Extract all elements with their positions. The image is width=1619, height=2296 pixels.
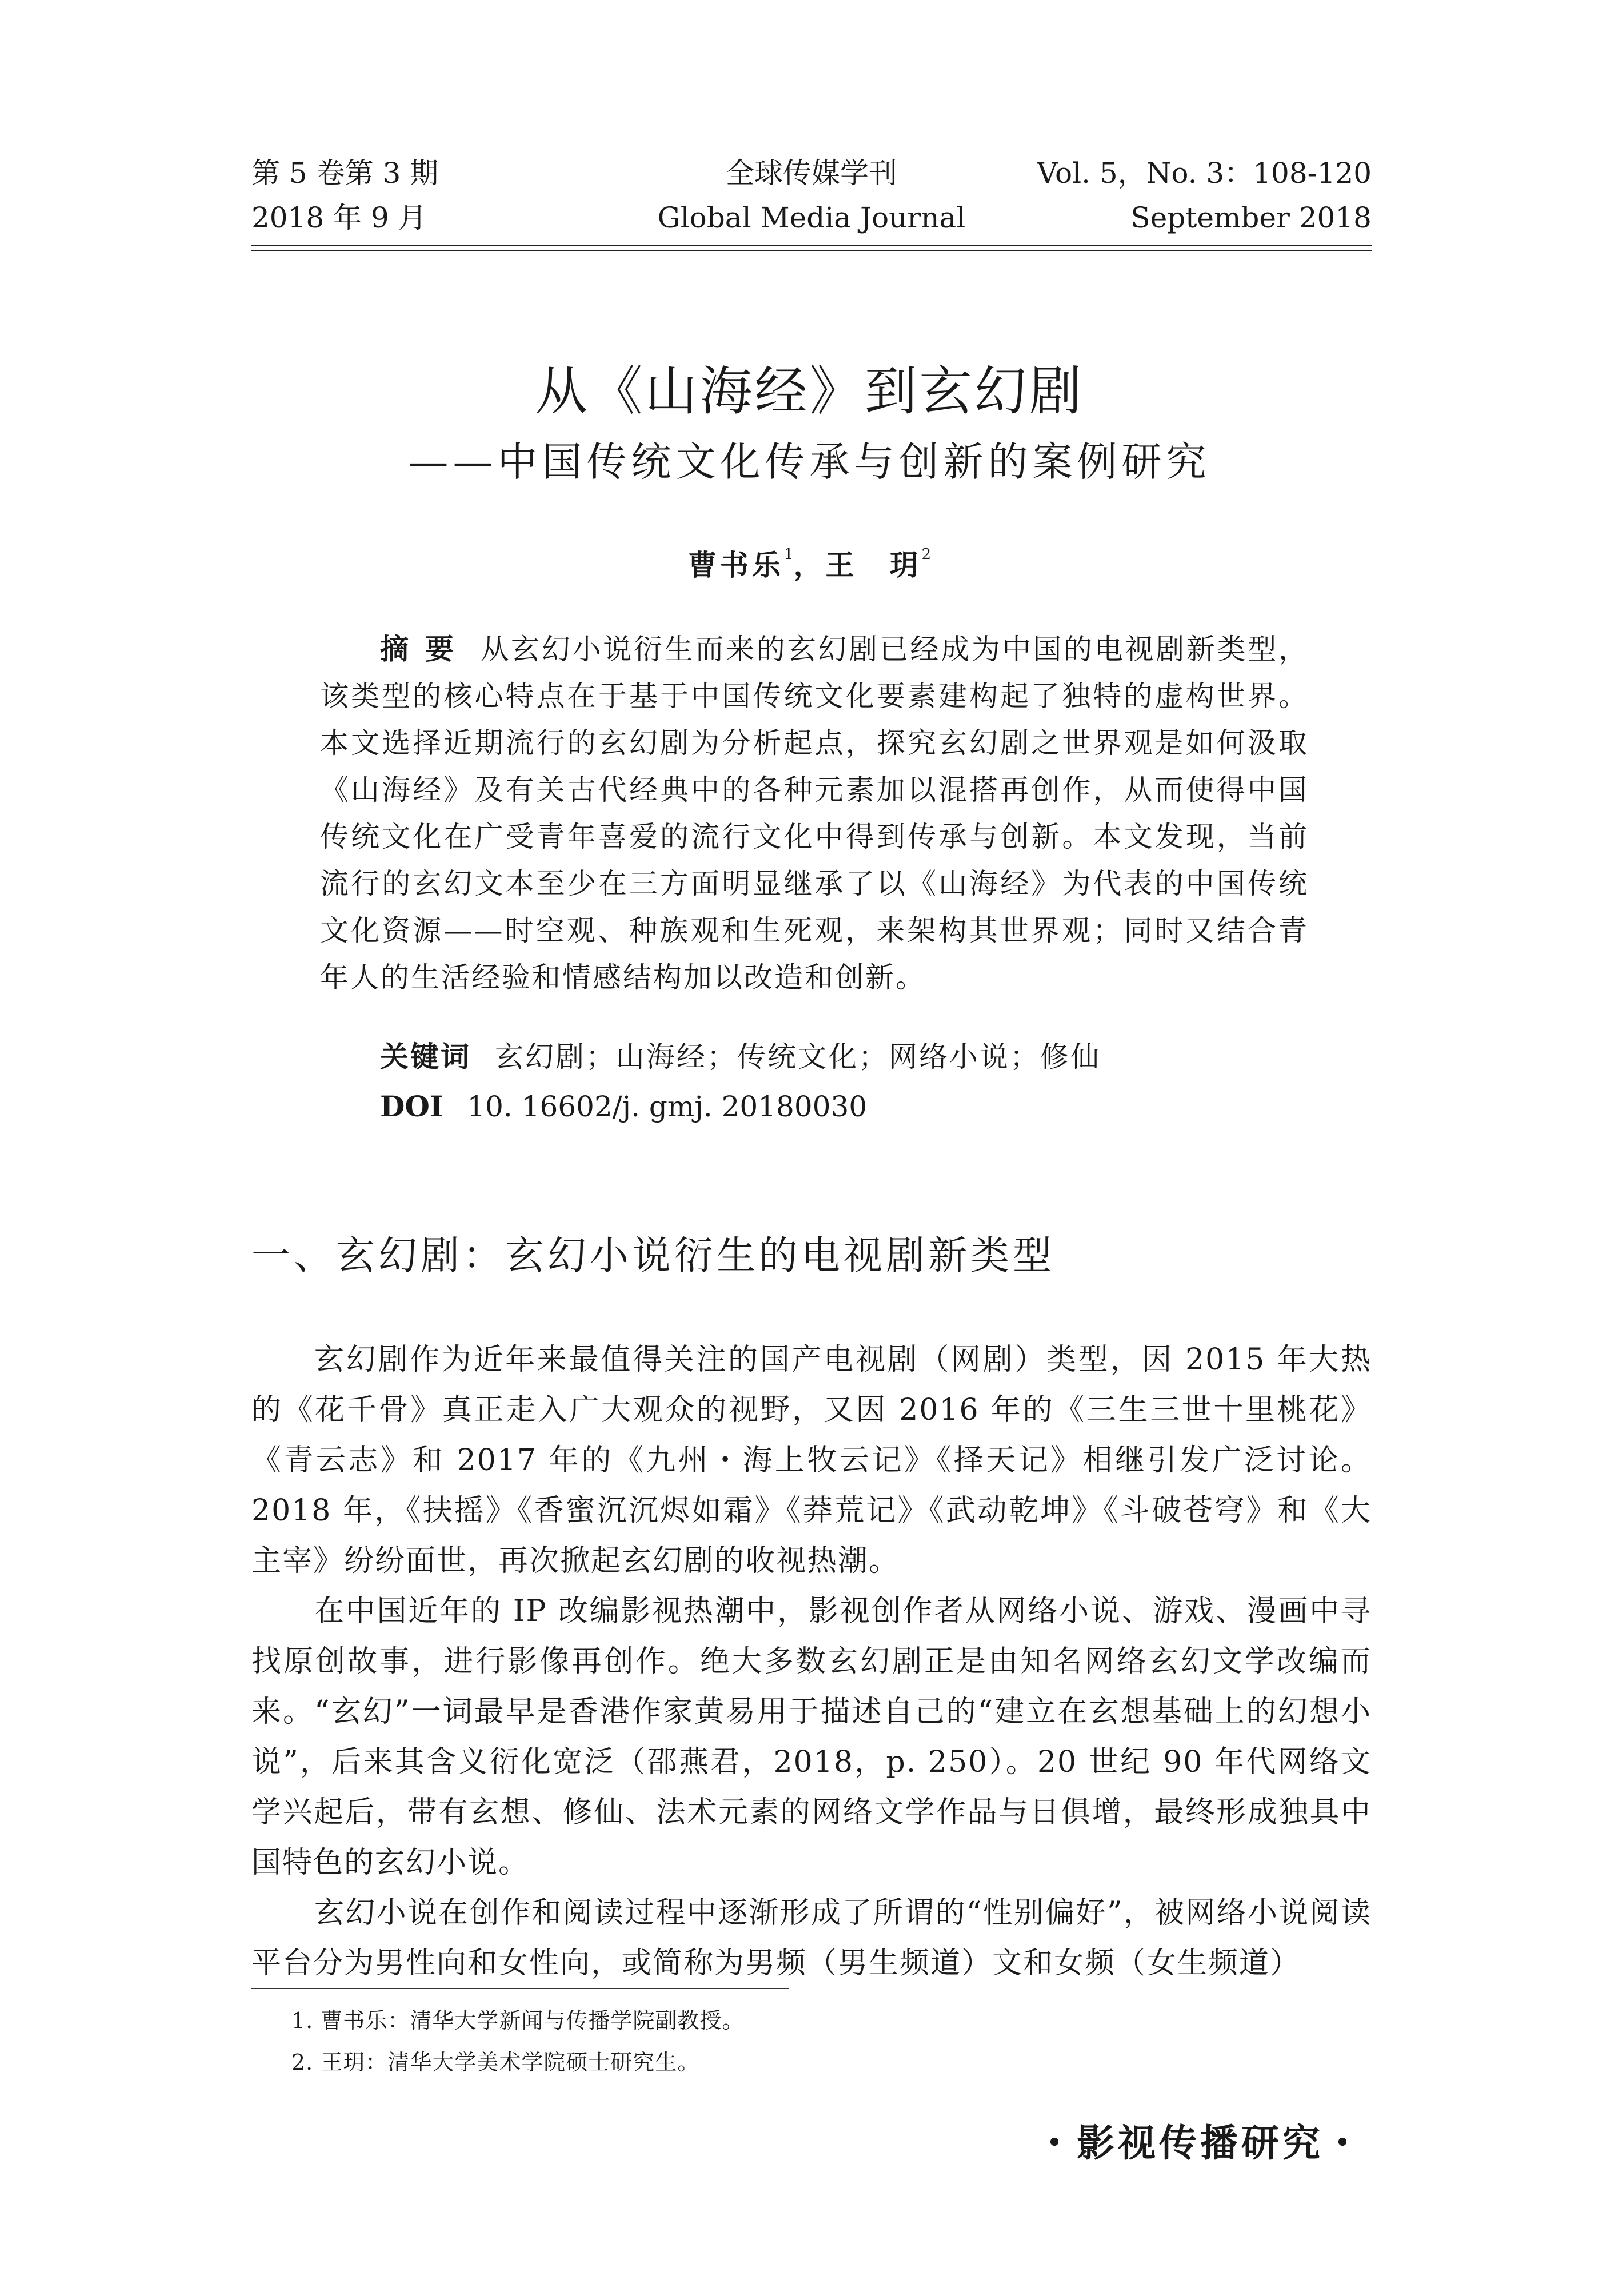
author-footnote-mark: 2	[921, 546, 932, 563]
column-label: ・影视传播研究・	[1036, 2121, 1365, 2165]
author-name: 曹书乐	[687, 548, 784, 582]
body-paragraph: 玄幻小说在创作和阅读过程中逐渐形成了所谓的“性别偏好”，被网络小说阅读平台分为男性向和女性向，或简称为男频（男生频道）文和女频（女生频道）	[251, 1896, 1372, 1980]
keywords-label: 关键词	[380, 1040, 471, 1073]
keywords	[380, 1033, 1101, 1080]
author-separator: ，	[793, 548, 826, 582]
header-rule-thick	[251, 245, 1372, 246]
author-name: 王 玥	[825, 548, 922, 582]
body-paragraph: 在中国近年的 IP 改编影视热潮中，影视创作者从网络小说、游戏、漫画中寻找原创故事，进行影像再创作。绝大多数玄幻剧正是由知名网络玄幻文学改编而来。“玄幻”一词最早是香港作家黄易用于描述自己的“建立在玄想基础上的幻想小说”，后来其含义衍化宽泛（邵燕君，2018，p. 250）。20 世纪 90 年代网络文学兴起后，带有玄想、修仙、法术元素的网络文学作品与日俱增，最终形成独具中国特色的玄幻小说。	[251, 1594, 1372, 1880]
footnote: 1. 曹书乐：清华大学新闻与传播学院副教授。	[291, 2008, 745, 2033]
running-header-row-1	[251, 153, 1372, 193]
author-footnote-mark: 1	[783, 546, 794, 563]
article-title: 从《山海经》到玄幻剧	[535, 361, 1084, 422]
article-subtitle: ——中国传统文化传承与创新的案例研究	[408, 438, 1211, 485]
section-heading: 一、玄幻剧：玄幻小说衍生的电视剧新类型	[251, 1233, 1056, 1279]
abstract-label: 摘要	[380, 633, 470, 666]
journal-name-cn: 全球传媒学刊	[726, 157, 897, 190]
journal-name-en: Global Media Journal	[657, 201, 966, 234]
header-rule-thin	[251, 250, 1372, 251]
keywords-text: 玄幻剧；山海经；传统文化；网络小说；修仙	[495, 1040, 1101, 1073]
abstract	[320, 626, 1309, 1001]
volume-issue-cn: 第 5 卷第 3 期	[251, 157, 439, 190]
footnote-rule	[251, 1988, 789, 1989]
citation-en: Vol. 5，No. 3：108-120	[1037, 157, 1372, 190]
doi-label: DOI	[380, 1089, 443, 1123]
footnote: 2. 王玥：清华大学美术学院硕士研究生。	[291, 2050, 700, 2075]
date-cn: 2018 年 9 月	[251, 201, 427, 234]
author-line	[0, 532, 1619, 588]
date-en: September 2018	[1130, 201, 1372, 234]
doi	[380, 1083, 867, 1130]
body-paragraph: 玄幻剧作为近年来最值得关注的国产电视剧（网剧）类型，因 2015 年大热的《花千骨》真正走入广大观众的视野，又因 2016 年的《三生三世十里桃花》《青云志》和 2017 年的《九州・海上牧云记》《择天记》相继引发广泛讨论。2018 年，《扶摇》《香蜜沉沉烬如霜》《莽荒记》《武动乾坤》《斗破苍穹》和《大主宰》纷纷面世，再次掀起玄幻剧的收视热潮。	[251, 1343, 1372, 1578]
running-header-row-2	[251, 198, 1372, 238]
abstract-text: 从玄幻小说衍生而来的玄幻剧已经成为中国的电视剧新类型，该类型的核心特点在于基于中国传统文化要素建构起了独特的虚构世界。本文选择近期流行的玄幻剧为分析起点，探究玄幻剧之世界观是如何汲取《山海经》及有关古代经典中的各种元素加以混搭再创作，从而使得中国传统文化在广受青年喜爱的流行文化中得到传承与创新。本文发现，当前流行的玄幻文本至少在三方面明显继承了以《山海经》为代表的中国传统文化资源——时空观、种族观和生死观，来架构其世界观；同时又结合青年人的生活经验和情感结构加以改造和创新。	[320, 633, 1309, 994]
doi-value: 10. 16602/j. gmj. 20180030	[467, 1090, 868, 1123]
body-text	[251, 1335, 1372, 1988]
